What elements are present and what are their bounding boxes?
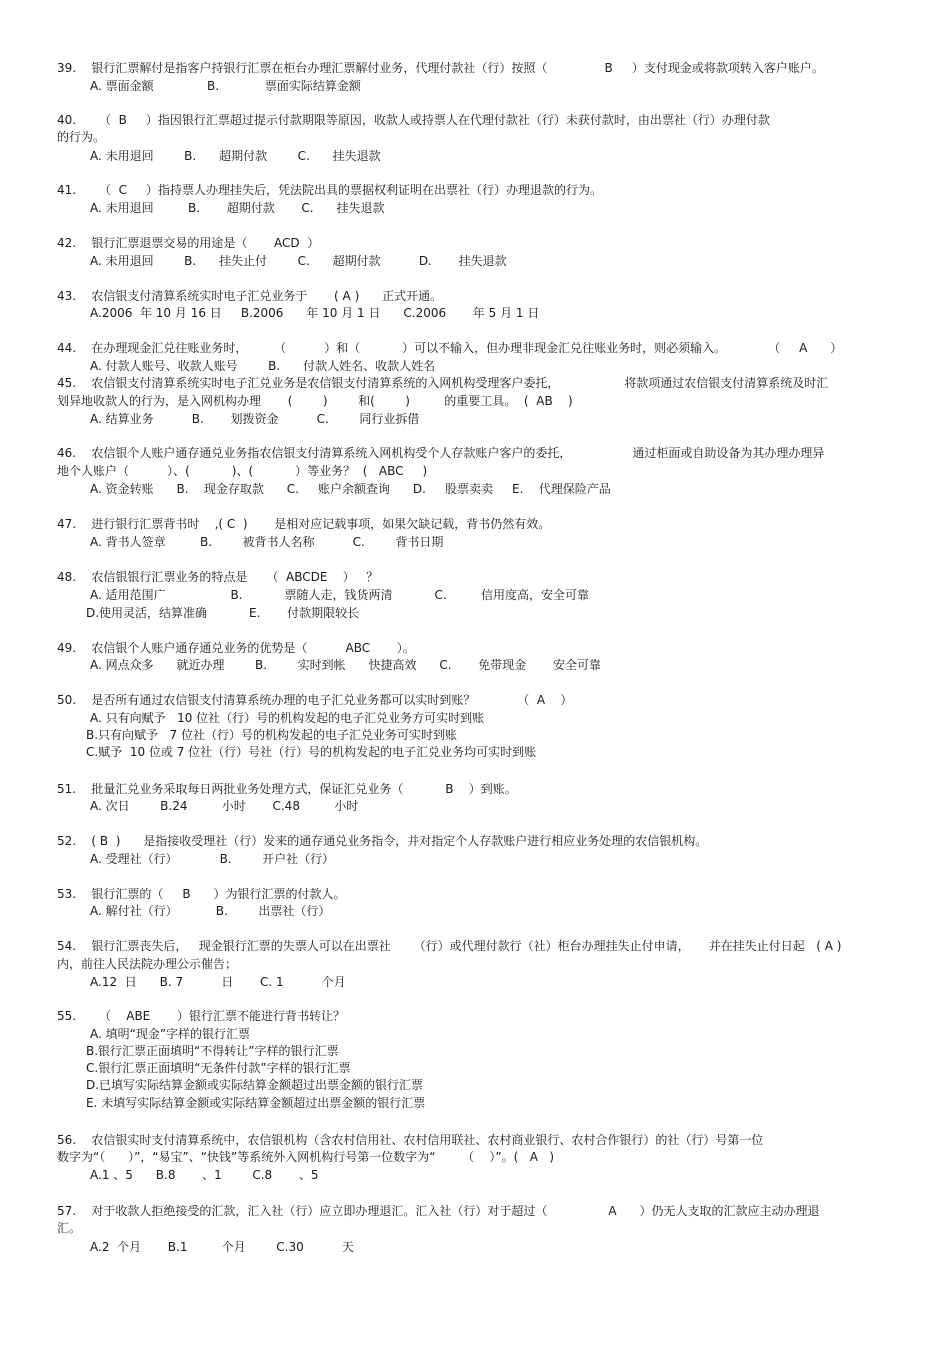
question-stem: 40. （ B ）指因银行汇票超过提示付款期限等原因，收款人或持票人在代理付款社（行）未获付款时，由出票社（行）办理付款	[57, 113, 770, 127]
answer-options: A. 适用范围广 B. 票随人走，钱货两清 C. 信用度高，安全可靠	[90, 588, 589, 602]
question-stem: 57. 对于收款人拒绝接受的汇款，汇入社（行）应立即办理退汇。汇入社（行）对于超过（ A ）仍无人支取的汇款应主动办理退	[57, 1204, 820, 1218]
question-stem: 43. 农信银支付清算系统实时电子汇兑业务于 ( A ) 正式开通。	[57, 289, 443, 303]
answer-options: D.已填写实际结算金额或实际结算金额超过出票金额的银行汇票	[86, 1078, 424, 1092]
answer-options: A. 未用退回 B. 挂失止付 C. 超期付款 D. 挂失退款	[90, 254, 507, 268]
question-stem: 41. （ C ）指持票人办理挂失后，凭法院出具的票据权利证明在出票社（行）办理退款的行为。	[57, 183, 603, 197]
question-stem: 46. 农信银个人账户通存通兑业务指农信银支付清算系统入网机构受个人存款账户客户的委托， 通过柜面或自助设备为其办理办理异	[57, 446, 825, 460]
answer-options: A.2006 年 10 月 16 日 B.2006 年 10 月 1 日 C.2006 年 5 月 1 日	[90, 306, 540, 320]
answer-options: A.12 日 B. 7 日 C. 1 个月	[90, 975, 346, 989]
question-stem: 56. 农信银实时支付清算系统中，农信银机构（含农村信用社、农村信用联社、农村商业银行、农村合作银行）的社（行）号第一位	[57, 1133, 764, 1147]
answer-options: D.使用灵活，结算准确 E. 付款期限较长	[86, 606, 360, 620]
answer-options: A. 次日 B.24 小时 C.48 小时	[90, 799, 359, 813]
answer-options: A.1 、5 B.8 、1 C.8 、5	[90, 1168, 319, 1182]
answer-options: B.银行汇票正面填明“不得转让”字样的银行汇票	[86, 1044, 339, 1058]
answer-options: A. 票面金额 B. 票面实际结算金额	[90, 79, 361, 93]
question-stem: 44. 在办理现金汇兑往账业务时， （ ）和（ ）可以不输入，但办理非现金汇兑往账业务时，则必须输入。 （ A ）	[57, 341, 843, 355]
answer-options: C.银行汇票正面填明“无条件付款”字样的银行汇票	[86, 1061, 351, 1075]
question-stem: 54. 银行汇票丧失后， 现金银行汇票的失票人可以在出票社 （行）或代理付款行（社）柜台办理挂失止付申请， 并在挂失止付日起 ( A )	[57, 939, 842, 953]
question-stem: 39. 银行汇票解付是指客户持银行汇票在柜台办理汇票解付业务，代理付款社（行）按照（ B ）支付现金或将款项转入客户账户。	[57, 61, 824, 75]
answer-options: B.只有向赋予 7 位社（行）号的机构发起的电子汇兑业务可实时到账	[86, 728, 457, 742]
question-stem-continued: 的行为。	[57, 130, 106, 144]
question-stem: 47. 进行银行汇票背书时 ,( C ) 是相对应记载事项，如果欠缺记载，背书仍然有效。	[57, 517, 551, 531]
answer-options: A. 网点众多 就近办理 B. 实时到帐 快捷高效 C. 免带现金 安全可靠	[90, 658, 601, 672]
question-stem-continued: 汇。	[57, 1221, 82, 1235]
answer-options: A. 未用退回 B. 超期付款 C. 挂失退款	[90, 201, 385, 215]
answer-options: A. 只有向赋予 10 位社（行）号的机构发起的电子汇兑业务方可实时到账	[90, 711, 485, 725]
question-stem: 45. 农信银支付清算系统实时电子汇兑业务是农信银支付清算系统的入网机构受理客户委托， 将款项通过农信银支付清算系统及时汇	[57, 376, 829, 390]
question-stem: 55. （ ABE ）银行汇票不能进行背书转让？	[57, 1009, 345, 1023]
question-stem: 52. ( B ) 是指接收受理社（行）发来的通存通兑业务指令，并对指定个人存款账户进行相应业务处理的农信银机构。	[57, 834, 708, 848]
answer-options: A. 结算业务 B. 划拨资金 C. 同行业拆借	[90, 412, 420, 426]
answer-options: E. 未填写实际结算金额或实际结算金额超过出票金额的银行汇票	[86, 1096, 426, 1110]
question-stem-continued: 数字为“（ ）”，“易宝”、“快钱”等系统外入网机构行号第一位数字为“ （ ）”。( A )	[57, 1150, 555, 1164]
question-stem-continued: 划异地收款人的行为，是入网机构办理 ( ) 和( ) 的重要工具。 ( AB )	[57, 394, 573, 408]
question-stem: 42. 银行汇票退票交易的用途是（ ACD ）	[57, 236, 320, 250]
question-stem-continued: 内，前往人民法院办理公示催告；	[57, 957, 238, 971]
answer-options: A. 解付社（行） B. 出票社（行）	[90, 904, 331, 918]
question-stem: 48. 农信银银行汇票业务的特点是 （ ABCDE ） ？	[57, 570, 379, 584]
question-stem: 50. 是否所有通过农信银支付清算系统办理的电子汇兑业务都可以实时到账？ （ A ）	[57, 693, 573, 707]
question-stem: 49. 农信银个人账户通存通兑业务的优势是（ ABC ）。	[57, 641, 415, 655]
question-stem-continued: 地个人账户（ ）、( )、( ）等业务？ ( ABC )	[57, 464, 428, 478]
answer-options: A.2 个月 B.1 个月 C.30 天	[90, 1240, 354, 1254]
answer-options: A. 受理社（行） B. 开户社（行）	[90, 852, 335, 866]
answer-options: C.赋予 10 位或 7 位社（行）号社（行）号的机构发起的电子汇兑业务均可实时到账	[86, 745, 537, 759]
question-stem: 53. 银行汇票的（ B ）为银行汇票的付款人。	[57, 887, 346, 901]
answer-options: A. 填明“现金”字样的银行汇票	[90, 1027, 251, 1041]
answer-options: A. 未用退回 B. 超期付款 C. 挂失退款	[90, 149, 381, 163]
answer-options: A. 资金转账 B. 现金存取款 C. 账户余额查询 D. 股票卖卖 E. 代理保险产品	[90, 482, 611, 496]
answer-options: A. 付款人账号、收款人账号 B. 付款人姓名、收款人姓名	[90, 359, 436, 373]
answer-options: A. 背书人签章 B. 被背书人名称 C. 背书日期	[90, 535, 444, 549]
question-stem: 51. 批量汇兑业务采取每日两批业务处理方式，保证汇兑业务（ B ）到账。	[57, 782, 517, 796]
